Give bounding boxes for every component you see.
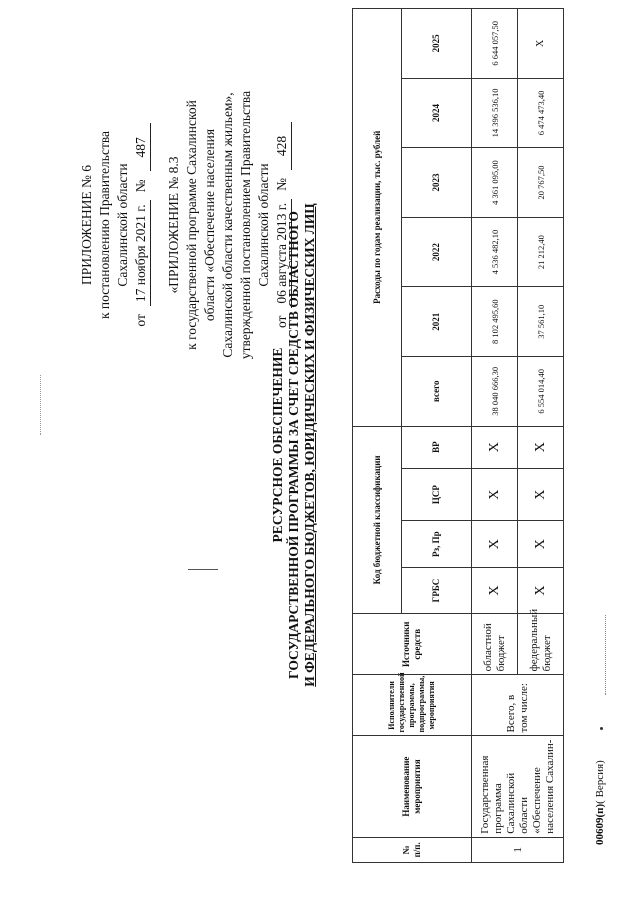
- cell-2021: 37 561,10: [518, 287, 564, 357]
- number-label: №: [274, 177, 289, 191]
- appendix-ref-line: области «Обеспечение населения: [202, 128, 217, 322]
- document-title: [270, 25, 318, 865]
- col-year-header: 2025: [402, 9, 472, 79]
- col-year-header: 2024: [402, 78, 472, 148]
- table-row: [472, 9, 518, 863]
- appendix-date-row: [132, 25, 151, 425]
- row-name: Государственная программа Сахалинской области «Обеспечение населения Сахалин-: [472, 736, 564, 837]
- row-source: федеральный бюджет: [518, 614, 564, 675]
- col-rzpr-header: Рз, Пр: [402, 521, 472, 567]
- cell-grbs: X: [472, 567, 518, 613]
- appendix-ref-line: к государственной программе Сахалинской: [184, 100, 199, 350]
- col-total-header: всего: [402, 356, 472, 426]
- scan-dotted-line: [605, 615, 606, 695]
- cell-2025: 6 644 057,50: [472, 9, 518, 79]
- col-year-header: 2023: [402, 148, 472, 218]
- table-header-row: [353, 9, 402, 863]
- document-footer: [594, 760, 606, 845]
- scan-dotted-line: [40, 375, 41, 435]
- cell-2024: 14 396 536,10: [472, 78, 518, 148]
- col-csr-header: ЦСР: [402, 468, 472, 521]
- appendix-line: Сахалинской области: [115, 163, 130, 287]
- row-source: областной бюджет: [472, 614, 518, 675]
- appendix-header: [78, 25, 292, 425]
- cell-2021: 8 102 495,60: [472, 287, 518, 357]
- cell-total: 6 554 014,40: [518, 356, 564, 426]
- appendix-ref-line: Сахалинской области качественным жильем»,: [220, 92, 235, 358]
- col-budget-code-header: Код бюджетной классификации: [353, 426, 402, 614]
- scan-dot: [600, 727, 603, 730]
- cell-2024: 6 474 473,40: [518, 78, 564, 148]
- cell-rzpr: X: [472, 521, 518, 567]
- col-executors-header: Исполнители государственной программы, подпрограммы, мероприятия: [353, 675, 472, 736]
- appendix-ref-line: Сахалинской области: [256, 163, 271, 287]
- resource-table: [352, 8, 564, 863]
- cell-2025: X: [518, 9, 564, 79]
- cell-csr: X: [472, 468, 518, 521]
- col-sources-header: Источники средств: [353, 614, 472, 675]
- appendix-ref-number: 428: [273, 122, 292, 170]
- appendix-ref-date: 06 августа 2013 г.: [273, 199, 292, 308]
- title-line: ГОСУДАРСТВЕННОЙ ПРОГРАММЫ ЗА СЧЕТ СРЕДСТВ ОБЛАСТНОГО: [286, 211, 301, 679]
- cell-vr: X: [518, 426, 564, 468]
- cell-csr: X: [518, 468, 564, 521]
- appendix-ref-line: утвержденной постановлением Правительства: [238, 90, 253, 360]
- number-label: №: [133, 179, 148, 193]
- cell-2022: 21 212,40: [518, 217, 564, 287]
- document-version: ( Версия): [594, 760, 606, 804]
- col-grbs-header: ГРБС: [402, 567, 472, 613]
- cell-vr: X: [472, 426, 518, 468]
- col-expenses-header: Расходы по годам реализации, тыс. рублей: [353, 9, 402, 427]
- appendix-ref-title: «ПРИЛОЖЕНИЕ № 8.3: [166, 156, 181, 294]
- appendix-number: 487: [132, 123, 151, 171]
- cell-total: 38 040 666,30: [472, 356, 518, 426]
- row-executor: Всего, в том числе:: [472, 675, 564, 736]
- col-year-header: 2022: [402, 217, 472, 287]
- document-code: 00609(п): [594, 803, 606, 845]
- cell-2023: 20 767,50: [518, 148, 564, 218]
- from-label: от: [274, 315, 289, 329]
- appendix-date: 17 ноября 2021 г.: [132, 200, 151, 306]
- cell-rzpr: X: [518, 521, 564, 567]
- cell-grbs: X: [518, 567, 564, 613]
- cell-2023: 4 361 095,00: [472, 148, 518, 218]
- appendix-line: к постановлению Правительства: [97, 130, 112, 320]
- appendix-title: ПРИЛОЖЕНИЕ № 6: [79, 164, 94, 286]
- col-name-header: Наименование мероприятия: [353, 736, 472, 837]
- title-line: РЕСУРСНОЕ ОБЕСПЕЧЕНИЕ: [270, 347, 285, 543]
- cell-2022: 4 536 482,10: [472, 217, 518, 287]
- col-year-header: 2021: [402, 287, 472, 357]
- scan-mark: [188, 569, 218, 570]
- col-num-header: № п/п.: [353, 837, 472, 862]
- col-vr-header: ВР: [402, 426, 472, 468]
- row-number: 1: [472, 837, 564, 862]
- from-label: от: [133, 314, 148, 327]
- title-line: И ФЕДЕРАЛЬНОГО БЮДЖЕТОВ, ЮРИДИЧЕСКИХ И ФИЗИЧЕСКИХ ЛИЦ: [302, 203, 317, 687]
